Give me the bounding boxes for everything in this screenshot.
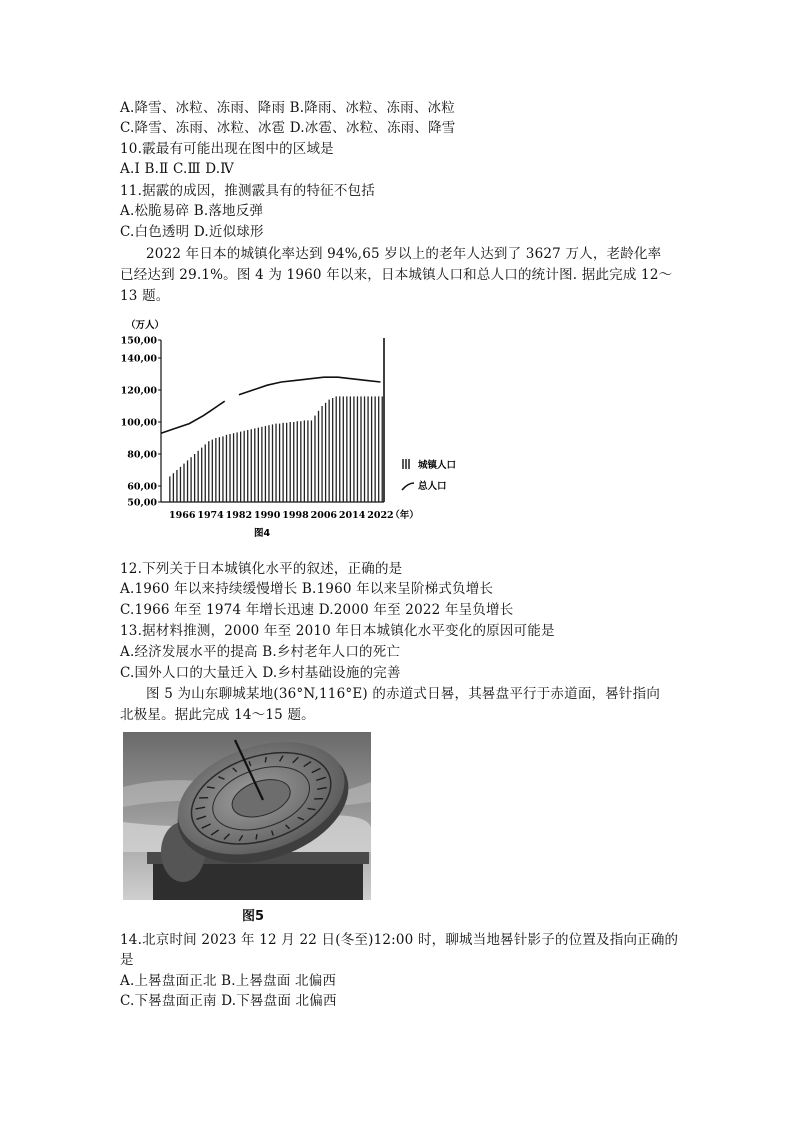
text-line: 13.据材料推测，2000 年至 2010 年日本城镇化水平变化的原因可能是 <box>120 623 555 639</box>
y-tick-label: 120,00 <box>120 385 157 397</box>
text-line: 2022 年日本的城镇化率达到 94%,65 岁以上的老年人达到了 3627 万人，老龄化率 <box>146 246 662 262</box>
text-line: A.Ⅰ B.Ⅱ C.Ⅲ D.Ⅳ <box>120 161 234 177</box>
y-axis-label: （万人） <box>126 320 165 331</box>
total-line-1 <box>161 401 225 433</box>
x-tick-label: 1990 <box>253 510 281 521</box>
text-line: A.松脆易碎 B.落地反弹 <box>120 203 264 219</box>
text-line: C.国外人口的大量迁入 D.乡村基础设施的完善 <box>120 665 401 681</box>
text-line: 13 题。 <box>120 288 170 304</box>
text-line: 图 5 为山东聊城某地(36°N,116°E) 的赤道式日晷，其晷盘平行于赤道面，晷针指向 <box>146 686 661 702</box>
text-line: 北极星。据此完成 14～15 题。 <box>120 707 315 723</box>
legend-total-label: 总人口 <box>418 481 447 492</box>
x-tick-label: 2014 <box>338 510 366 521</box>
text-line: 10.霰最有可能出现在图中的区域是 <box>120 141 334 157</box>
x-tick-label: 1982 <box>225 510 253 521</box>
sundial-photo <box>123 732 371 900</box>
text-line: C.下晷盘面正南 D.下晷盘面 北偏西 <box>120 993 337 1009</box>
text-line: A.降雪、冰粒、冻雨、降雨 B.降雨、冰粒、冻雨、冰粒 <box>120 100 455 116</box>
text-line: 14.北京时间 2023 年 12 月 22 日(冬至)12:00 时，聊城当地晷针影子的位置及指向正确的 <box>120 932 679 948</box>
figure5-caption: 图5 <box>242 909 265 924</box>
legend-total-swatch <box>402 483 414 490</box>
x-axis-label: （年） <box>390 510 419 521</box>
text-line: C.降雪、冻雨、冰粒、冰雹 D.冰雹、冰粒、冻雨、降雪 <box>120 120 456 136</box>
figure4-caption: 图4 <box>253 528 271 539</box>
text-line: A.经济发展水平的提高 B.乡村老年人口的死亡 <box>120 644 401 660</box>
text-line: C.白色透明 D.近似球形 <box>120 224 264 240</box>
x-tick-label: 1998 <box>282 510 309 521</box>
text-line: 已经达到 29.1%。图 4 为 1960 年以来，日本城镇人口和总人口的统计图. 据此完成 12～ <box>120 267 673 283</box>
text-line: A.1960 年以来持续缓慢增长 B.1960 年以来呈阶梯式负增长 <box>120 581 494 597</box>
x-tick-label: 2006 <box>310 510 338 521</box>
x-tick-label: 2022 <box>367 510 394 521</box>
text-line: A.上晷盘面正北 B.上晷盘面 北偏西 <box>120 973 337 989</box>
text-line: 是 <box>120 952 134 968</box>
y-tick-label: 50,00 <box>127 497 157 509</box>
total-line-2 <box>239 377 381 395</box>
x-tick-label: 1966 <box>169 510 196 521</box>
text-line: C.1966 年至 1974 年增长迅速 D.2000 年至 2022 年呈负增长 <box>120 602 514 618</box>
y-tick-label: 140,00 <box>120 353 157 365</box>
y-tick-label: 100,00 <box>120 417 157 429</box>
population-chart <box>118 316 457 542</box>
y-tick-label: 80,00 <box>127 449 157 461</box>
legend-urban-label: 城镇人口 <box>418 460 457 471</box>
y-tick-label: 60,00 <box>127 481 157 493</box>
text-line: 12.下列关于日本城镇化水平的叙述，正确的是 <box>120 561 403 577</box>
text-line: 11.据霰的成因，推测霰具有的特征不包括 <box>120 183 375 199</box>
x-tick-label: 1974 <box>197 510 224 521</box>
y-tick-label: 150,00 <box>120 335 157 347</box>
